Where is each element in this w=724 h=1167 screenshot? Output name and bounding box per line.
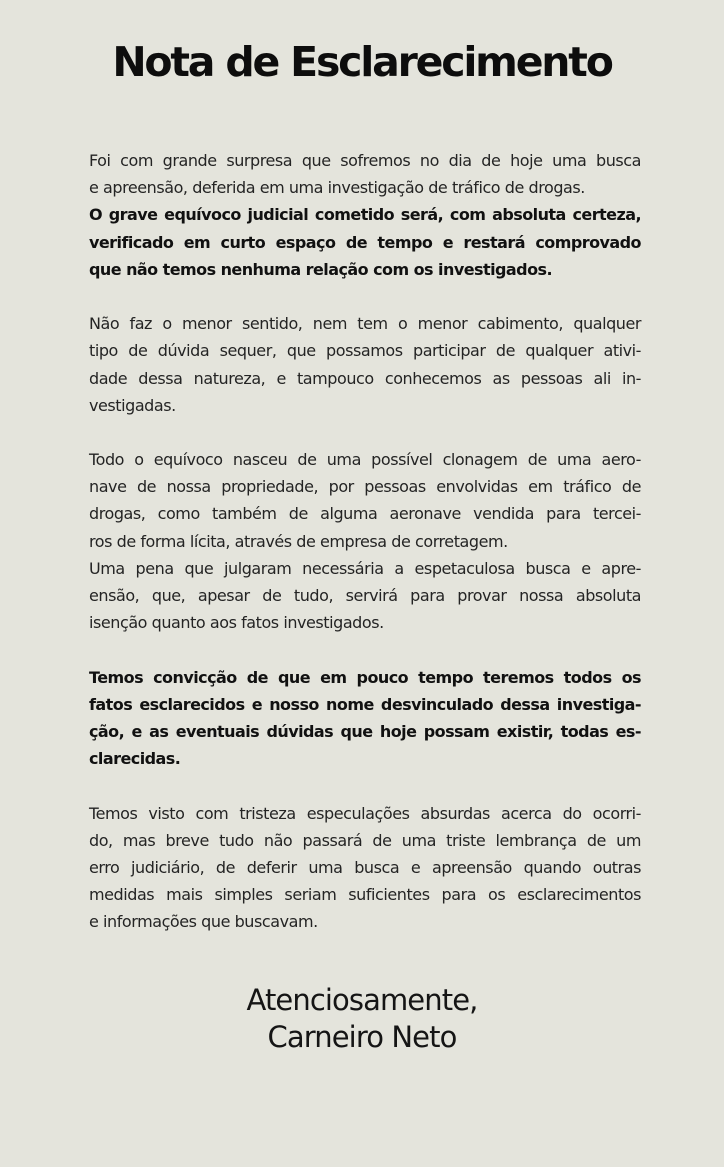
page-title: Nota de Esclarecimento [112,38,612,86]
text-line: verificado em curto espaço de tempo e restará comprovado [89,232,641,252]
text-line: Todo o equívoco nasceu de uma possível clonagem de uma aero- [89,450,641,470]
paragraph [89,664,641,773]
text-line: ensão, que, apesar de tudo, servirá para provar nossa absoluta [89,586,641,605]
paragraph [89,310,641,419]
text-line: drogas, como também de alguma aeronave vendida para tercei- [89,504,641,524]
paragraph-gap [89,772,641,799]
paragraph [89,800,641,936]
text-line: clarecidas. [89,749,181,769]
text-line: e informações que buscavam. [89,912,318,932]
text-line: dade dessa natureza, e tampouco conhecemos as pessoas ali in- [89,368,641,388]
text-line: medidas mais simples seriam suficientes para os esclarecimentos [89,885,641,905]
closing-salutation: Atenciosamente, [246,983,478,1017]
text-line: e apreensão, deferida em uma investigação de tráfico de drogas. [89,178,585,198]
closing-block [0,982,724,1056]
text-line: Foi com grande surpresa que sofremos no dia de hoje uma busca [89,151,641,170]
text-line: erro judiciário, de deferir uma busca e apreensão quando outras [89,857,641,877]
paragraph-gap [89,419,641,446]
text-line: nave de nossa propriedade, por pessoas envolvidas em tráfico de [89,477,641,497]
text-line: fatos esclarecidos e nosso nome desvinculado dessa investiga- [89,694,641,714]
paragraph [89,446,641,636]
text-line: tipo de dúvida sequer, que possamos participar de qualquer ativi- [89,341,641,361]
paragraph [89,147,641,283]
paragraph-gap [89,283,641,310]
text-line: ros de forma lícita, através de empresa de corretagem. [89,531,508,551]
text-line: O grave equívoco judicial cometido será, com absoluta certeza, [89,205,641,225]
text-line: Uma pena que julgaram necessária a espetaculosa busca e apre- [89,558,641,578]
text-line: Temos visto com tristeza especulações absurdas acerca do ocorri- [89,803,641,823]
text-line: isenção quanto aos fatos investigados. [89,613,384,633]
text-line: ção, e as eventuais dúvidas que hoje possam existir, todas es- [89,721,641,741]
text-line: Não faz o menor sentido, nem tem o menor cabimento, qualquer [89,314,641,334]
text-line: do, mas breve tudo não passará de uma triste lembrança de um [89,830,641,850]
text-line: que não temos nenhuma relação com os investigados. [89,259,553,279]
document-body [89,147,641,935]
text-line: Temos convicção de que em pouco tempo teremos todos os [89,667,641,687]
closing-signature: Carneiro Neto [267,1020,457,1054]
text-line: vestigadas. [89,395,176,415]
paragraph-gap [89,636,641,663]
